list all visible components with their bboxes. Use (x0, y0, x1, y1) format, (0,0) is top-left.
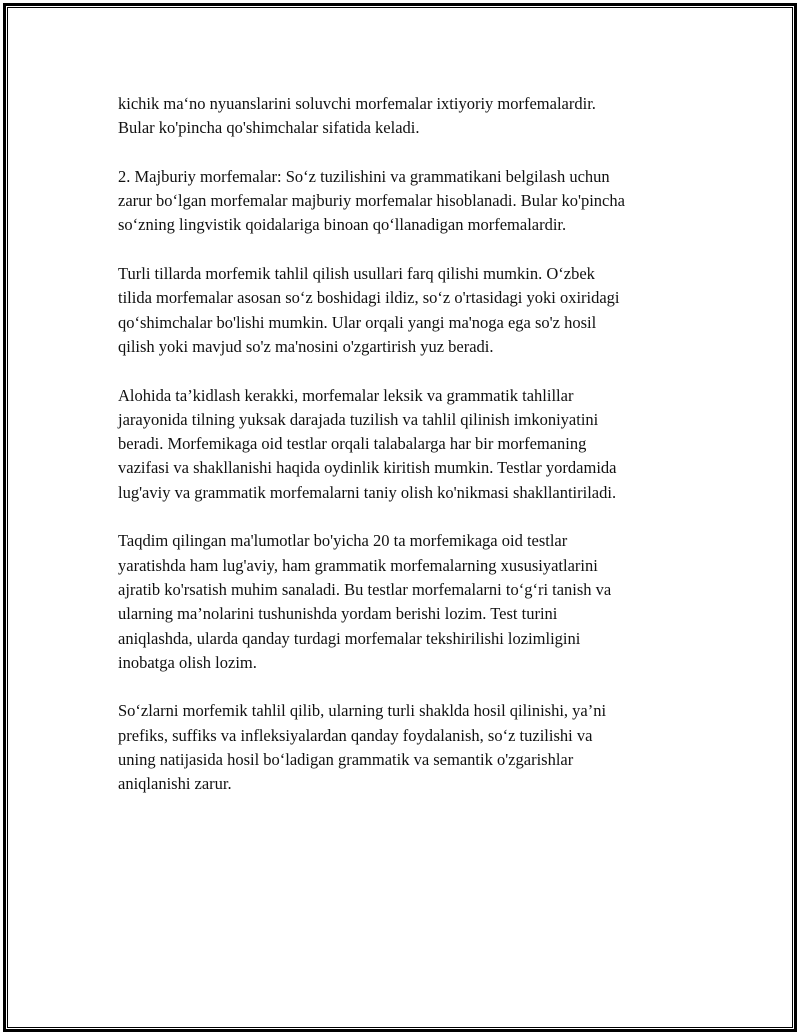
paragraph-conclusion: So‘zlarni morfemik tahlil qilib, ularning turli shaklda hosil qilinishi, ya’ni prefiks, suffiks va infleksiyalardan qanday foydalanish, so‘z tuzilishi va uning natijasida hosil bo‘ladigan grammatik va semantik o'zgarishlar aniqlanishi zarur. (118, 701, 607, 794)
paragraph-analysis-methods: Turli tillarda morfemik tahlil qilish usullari farq qilishi mumkin. O‘zbek tilida morfemalar asosan so‘z boshidagi ildiz, so‘z o'rtasidagi yoki oxiridagi qo‘shimchalar bo'lishi mumkin. Ular orqali yangi ma'noga ega so'z hosil qilish yoki mavjud so'z ma'nosini o'zgartirish yuz beradi. (118, 264, 620, 356)
paragraph-emphasis: Alohida ta’kidlash kerakki, morfemalar leksik va grammatik tahlillar jarayonida tilning yuksak darajada tuzilish va tahlil qilinish imkoniyatini beradi. Morfemikaga oid testlar orqali talabalarga har bir morfemaning vazifasi va shakllanishi haqida oydinlik kiritish mumkin. Testlar yordamida lug'aviy va grammatik morfemalarni taniy olish ko'nikmasi shakllantiriladi. (118, 385, 617, 502)
paragraph-tests: Taqdim qilingan ma'lumotlar bo'yicha 20 ta morfemikaga oid testlar yaratishda ham lug'aviy, ham grammatik morfemalarning xususiyatlarini ajratib ko'rsatish muhim sanaladi. Bu testlar morfemalarni to‘g‘ri tanish va ularning ma’nolarini tushunishda yordam berishi lozim. Test turini aniqlashda, ularda qanday turdagi morfemalar tekshirilishi lozimligini inobatga olish lozim. (118, 531, 612, 672)
paragraph-mandatory-morphemes: 2. Majburiy morfemalar: So‘z tuzilishini va grammatikani belgilash uchun zarur bo‘lgan morfemalar majburiy morfemalar hisoblanadi. Bular ko'pincha so‘zning lingvistik qoidalariga binoan qo‘llanadigan morfemalardir. (118, 166, 625, 235)
document-body (118, 92, 698, 821)
paragraph-optional-morphemes: kichik ma‘no nyuanslarini soluvchi morfemalar ixtiyoriy morfemalardir. Bular ko'pincha qo'shimchalar sifatida keladi. (118, 94, 596, 138)
